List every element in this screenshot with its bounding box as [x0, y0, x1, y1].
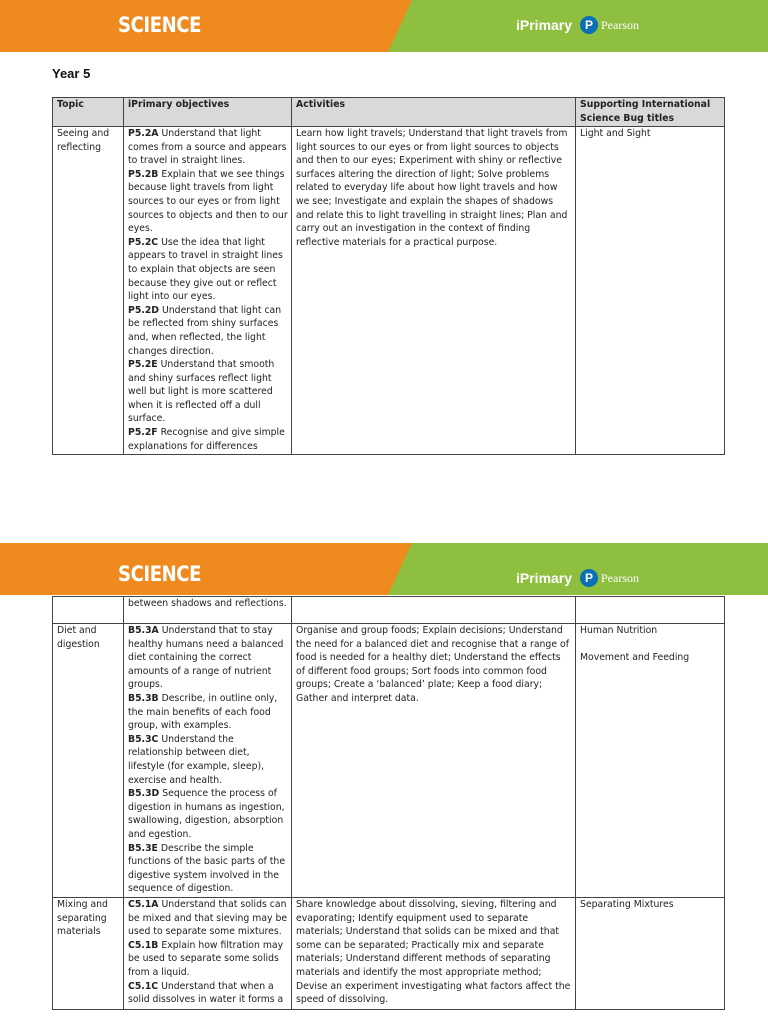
objective-item	[128, 624, 288, 692]
titles-cell	[576, 597, 725, 624]
header-objectives: iPrimary objectives	[124, 98, 292, 127]
publisher-name: Pearson	[601, 571, 639, 585]
objective-text: Explain how filtration may be used to separate some solids from a liquid.	[128, 939, 284, 978]
objective-code: B5.3C	[128, 733, 159, 745]
page-header-banner-2	[0, 543, 768, 595]
objective-code: P5.2D	[128, 304, 160, 316]
objective-item	[128, 168, 288, 236]
objective-code: B5.3A	[128, 625, 159, 636]
objective-text: Describe, in outline only, the main benefits of each food group, with examples.	[128, 692, 278, 732]
objective-text: Understand that light comes from a source and appears to travel in straight lines.	[128, 128, 287, 167]
objective-code: P5.2C	[128, 236, 159, 248]
objective-item	[128, 842, 288, 896]
orange-band	[0, 0, 440, 52]
objective-code: B5.3D	[128, 788, 160, 800]
page-header-banner	[0, 0, 768, 52]
objective-code: P5.2F	[128, 427, 158, 439]
table-row	[53, 597, 725, 624]
header-titles: Supporting International Science Bug titles	[576, 98, 725, 127]
bug-title: Movement and Feeding	[580, 652, 690, 664]
objective-code: B5.3E	[128, 842, 158, 854]
objectives-cell	[124, 127, 292, 455]
objectives-cell	[124, 624, 292, 898]
bug-title: Light and Sight	[580, 128, 651, 139]
year-heading: Year 5	[52, 66, 91, 81]
objectives-cell	[124, 597, 292, 624]
objective-text: Describe the simple functions of the basic parts of the digestive system involved in the sequence of digestion.	[128, 842, 286, 895]
pearson-logo-icon: P	[580, 569, 598, 587]
curriculum-table-page-1	[52, 97, 725, 455]
topic-cell: Mixing and separating materials	[53, 898, 124, 1010]
objective-code: P5.2E	[128, 359, 158, 371]
header-topic: Topic	[53, 98, 124, 127]
activities-cell: Learn how light travels; Understand that light travels from light sources to our eyes or from light sources to objects and then to our eyes; Experiment with shiny or reflective surfaces altering the direction of light; Solve problems related to everyday life about how light travels and how we see; Investigate and explain the shapes of shadows and relate this to light travelling in straight lines; Plan and carry out an investigation in the context of finding reflective materials for a practical purpose.	[292, 127, 576, 455]
activities-cell: Share knowledge about dissolving, sieving, filtering and evaporating; Identify equipment used to separate materials; Understand that solids can be mixed and that some can be separated; Practically mix and separate materials; Understand different methods of separating materials and identify the most appropriate method; Devise an experiment investigating what factors affect the speed of dissolving.	[292, 898, 576, 1010]
objective-item	[128, 939, 288, 980]
objective-text: Understand that solids can be mixed and that sieving may be used to separate some mixtures.	[128, 899, 288, 938]
curriculum-table-page-2	[52, 596, 725, 1010]
objective-item	[128, 898, 288, 939]
objective-text: Understand that to stay healthy humans need a balanced diet containing the correct amounts of a range of nutrient groups.	[128, 625, 284, 691]
objective-item	[128, 358, 288, 426]
objective-item	[128, 787, 288, 841]
objective-text: Understand that when a solid dissolves in water it forms a	[128, 980, 284, 1006]
product-name: iPrimary	[516, 570, 573, 586]
objective-code: P5.2B	[128, 168, 159, 180]
objective-item	[128, 127, 288, 168]
table-row	[53, 624, 725, 898]
table-header-row	[53, 98, 725, 127]
objective-item	[128, 692, 288, 733]
objective-text: Understand that smooth and shiny surfaces reflect light well but light is more scattered when it is reflected off a dull surface.	[128, 359, 275, 425]
bug-title: Human Nutrition	[580, 625, 658, 636]
pearson-logo-icon: P	[580, 16, 598, 34]
header-activities: Activities	[292, 98, 576, 127]
activities-cell	[292, 597, 576, 624]
objective-text: Explain that we see things because light travels from light sources to our eyes or from light sources to objects and then to our eyes.	[128, 168, 288, 235]
objective-item	[128, 733, 288, 787]
objective-text: Understand the relationship between diet, lifestyle (for example, sleep), exercise and health.	[128, 733, 265, 786]
objective-text: Use the idea that light appears to travel in straight lines to explain that objects are seen because they give out or reflect light into our eyes.	[128, 236, 283, 303]
activities-cell: Organise and group foods; Explain decisions; Understand the need for a balanced diet and recognise that a range of food is needed for a healthy diet; Understand the effects of different food groups; Sort foods into common food groups; Create a ‘balanced’ plate; Keep a food diary; Gather and interpret data.	[292, 624, 576, 898]
table-row	[53, 898, 725, 1010]
subject-title: SCIENCE	[118, 562, 202, 586]
objective-code: P5.2A	[128, 128, 159, 139]
objective-code: C5.1C	[128, 980, 159, 992]
objective-item	[128, 304, 288, 358]
subject-title: SCIENCE	[118, 13, 202, 37]
objective-item	[128, 236, 288, 304]
objective-text: Sequence the process of digestion in humans as ingestion, swallowing, digestion, absorption and egestion.	[128, 788, 285, 840]
publisher-name: Pearson	[601, 18, 639, 32]
table-row	[53, 127, 725, 455]
objective-text: between shadows and reflections.	[128, 598, 287, 609]
objective-item	[128, 980, 288, 1007]
objective-text: Understand that light can be reflected from shiny surfaces and, when reflected, the light changes direction.	[128, 304, 282, 357]
objective-item	[128, 426, 288, 453]
objective-code: B5.3B	[128, 692, 159, 704]
titles-cell	[576, 127, 725, 455]
bug-title: Separating Mixtures	[580, 899, 674, 910]
objective-code: C5.1A	[128, 899, 159, 910]
objectives-cell	[124, 898, 292, 1010]
objective-code: C5.1B	[128, 939, 159, 951]
topic-cell: Seeing and reflecting	[53, 127, 124, 455]
titles-cell	[576, 898, 725, 1010]
topic-cell: Diet and digestion	[53, 624, 124, 898]
product-name: iPrimary	[516, 17, 573, 33]
titles-cell	[576, 624, 725, 898]
topic-cell	[53, 597, 124, 624]
objective-text: Recognise and give simple explanations for differences	[128, 427, 285, 452]
orange-band	[0, 543, 440, 595]
